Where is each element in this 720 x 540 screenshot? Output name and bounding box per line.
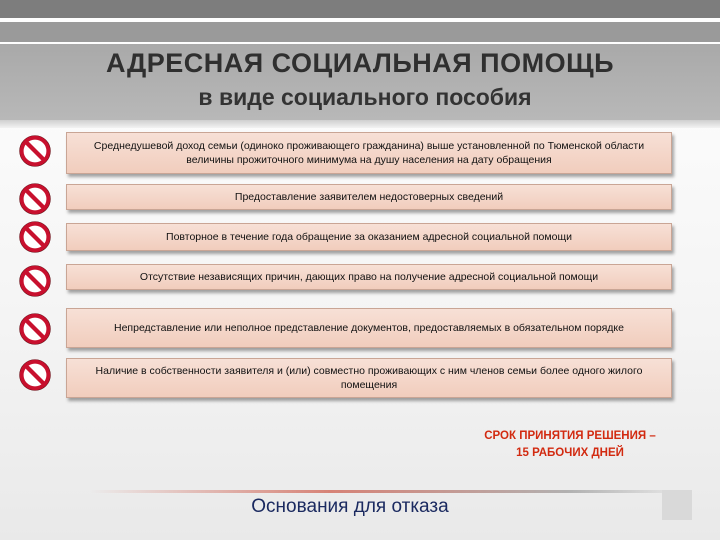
header-stripe [0,0,720,18]
decision-deadline [450,428,690,462]
reason-text: Повторное в течение года обращение за оказанием адресной социальной помощи [166,231,572,243]
prohibition-icon [16,262,54,300]
footer-divider [90,490,690,493]
prohibition-icon [16,356,54,394]
deadline-line: 15 РАБОЧИХ ДНЕЙ [516,447,624,459]
reason-box [66,264,672,290]
reason-text: Наличие в собственности заявителя и (или) совместно проживающих с ним членов семьи более одного жилого помещения [95,365,643,391]
deadline-line: СРОК ПРИНЯТИЯ РЕШЕНИЯ – [484,430,656,442]
page-subtitle: в виде социального пособия [198,84,532,110]
reason-box [66,358,672,398]
page-title: АДРЕСНАЯ СОЦИАЛЬНАЯ ПОМОЩЬ [105,48,615,78]
reason-box [66,132,672,174]
reason-text: Непредставление или неполное представление документов, предоставляемых в обязательном порядке [114,322,624,334]
reason-text: Среднедушевой доход семьи (одиноко проживающего гражданина) выше установленной по Тюменской области величины прожиточного минимума на душу населения на дату обращения [93,140,645,166]
header-stripe [0,22,720,42]
reason-text: Предоставление заявителем недостоверных сведений [234,191,504,203]
prohibition-icon [16,310,54,348]
footer-caption: Основания для отказа [251,496,449,517]
corner-decoration [662,490,692,520]
prohibition-icon [16,218,54,256]
reason-box [66,223,672,251]
divider [0,120,720,128]
reason-box [66,184,672,210]
prohibition-icon [16,132,54,170]
reason-box [66,308,672,348]
prohibition-icon [16,180,54,218]
reason-text: Отсутствие независящих причин, дающих право на получение адресной социальной помощи [139,271,599,283]
